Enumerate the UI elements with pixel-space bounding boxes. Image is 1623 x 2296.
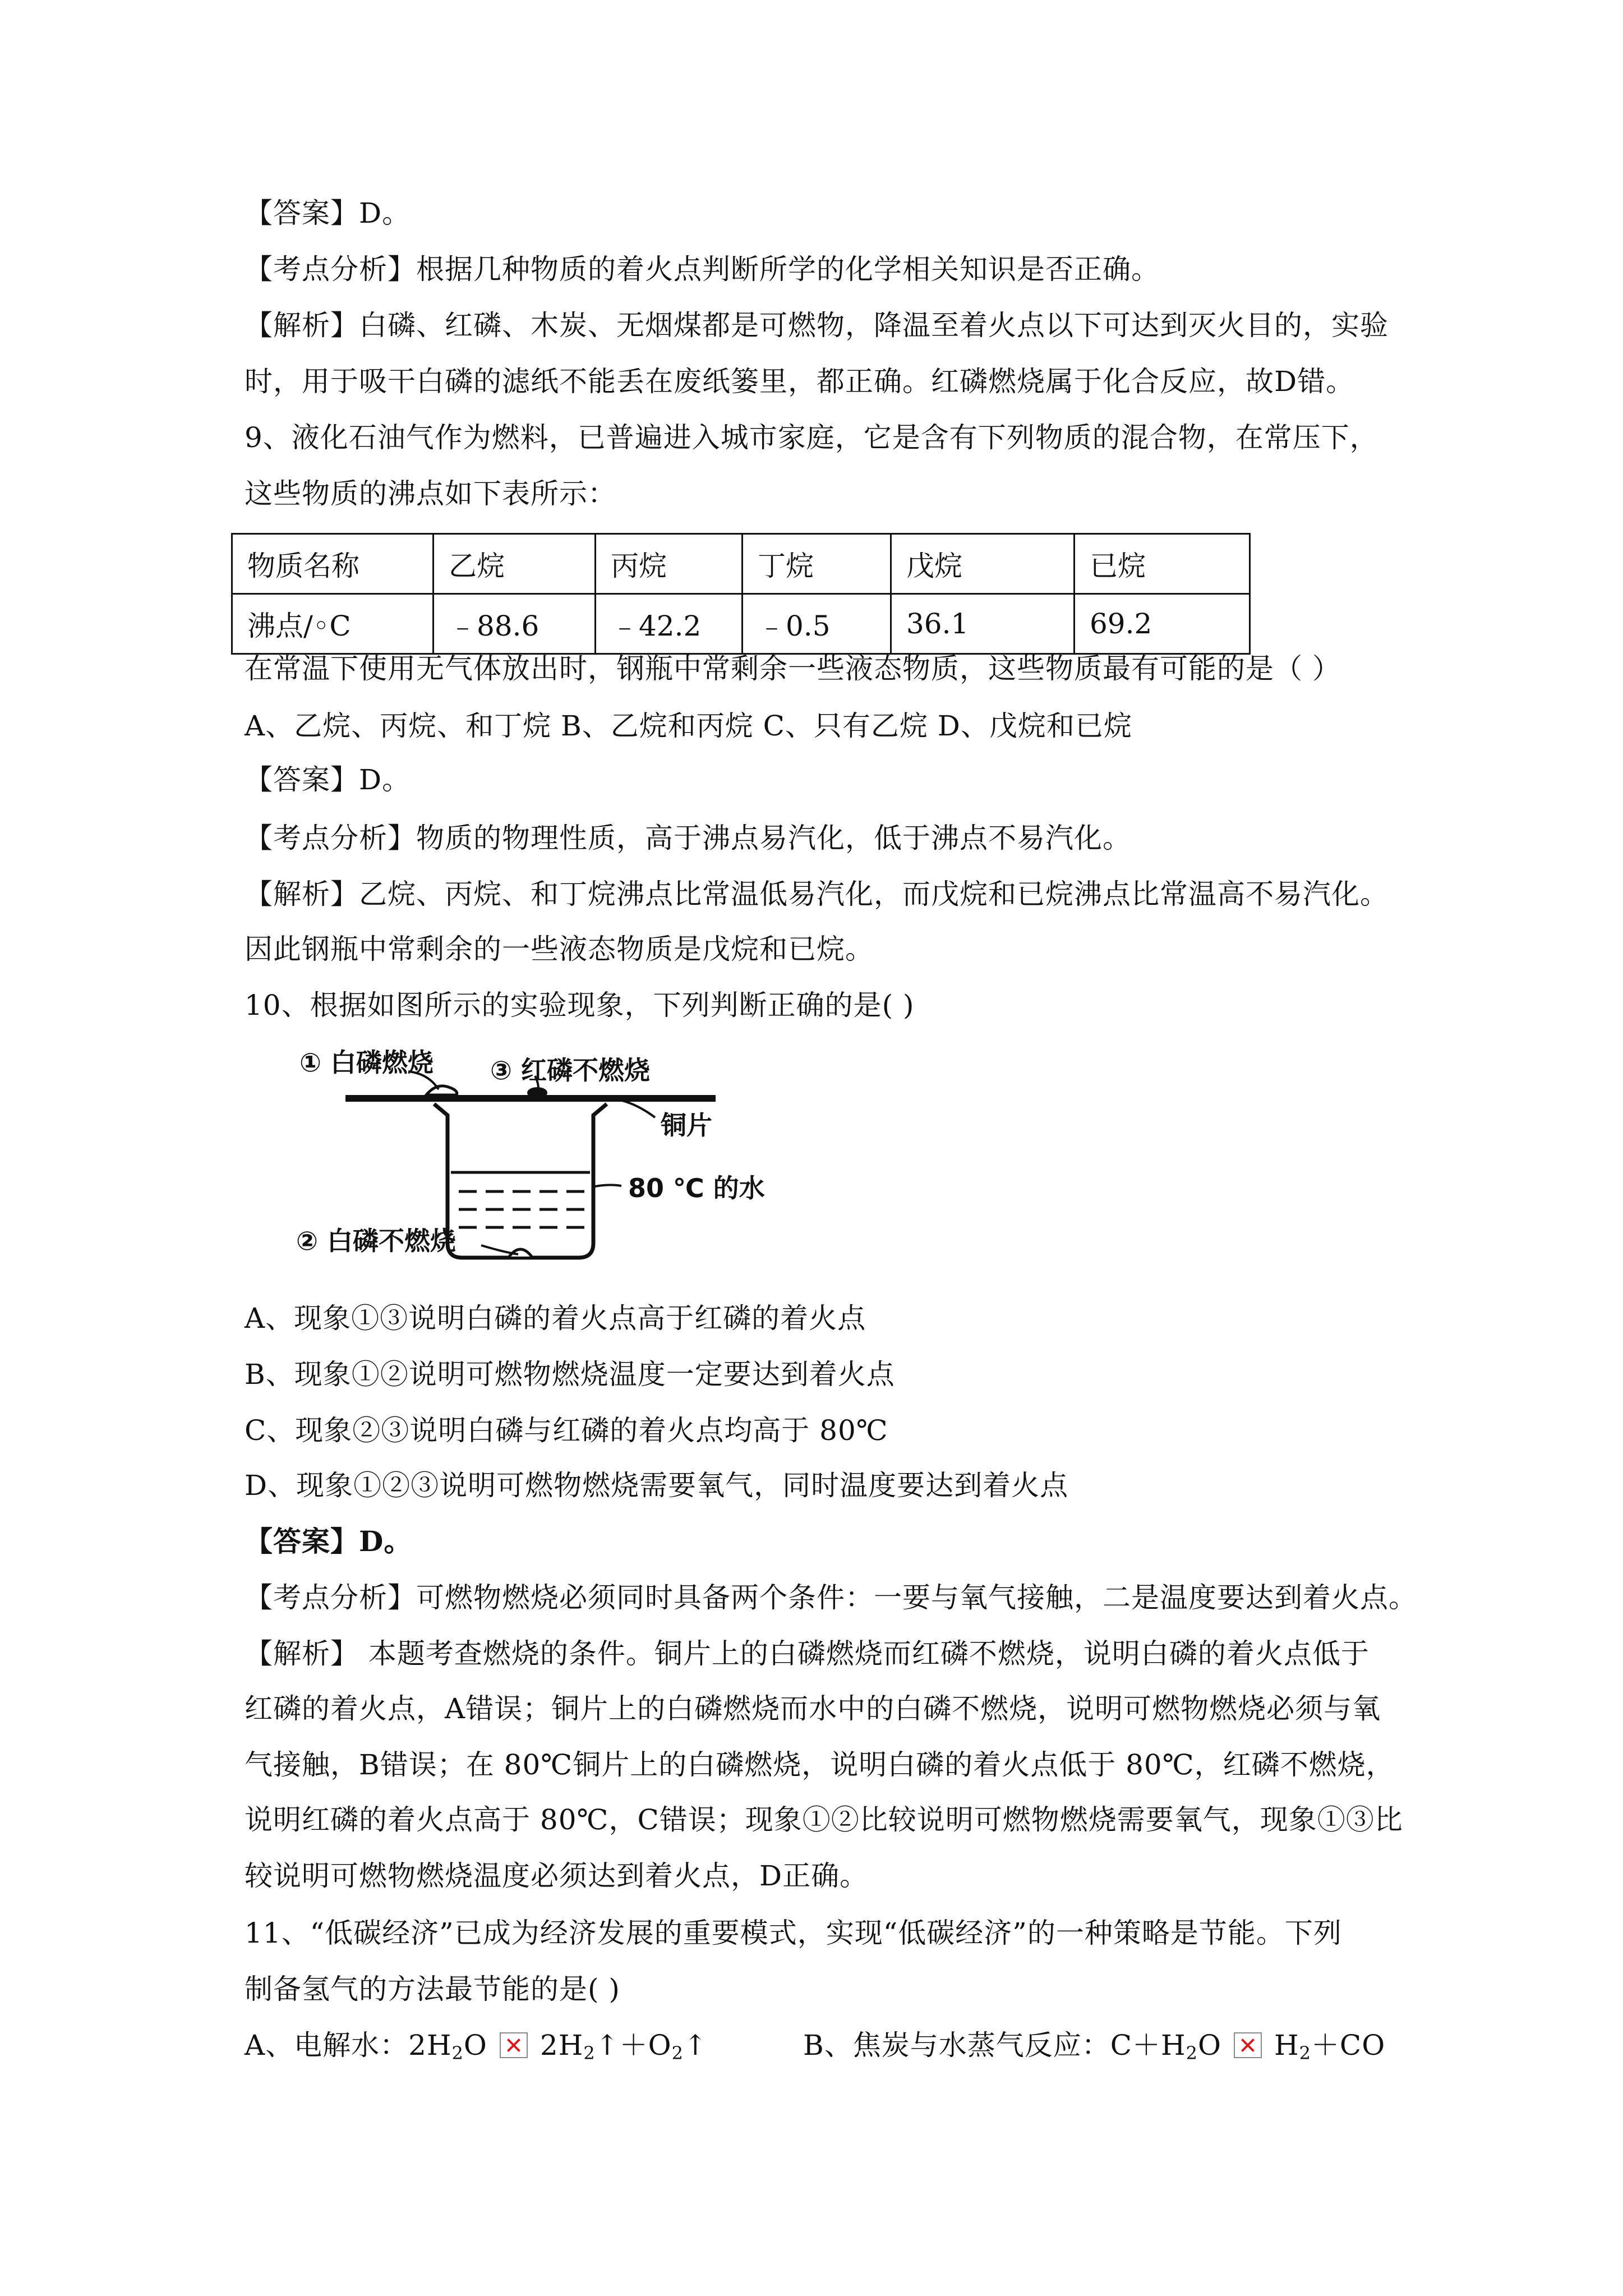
q10-analysis: 【考点分析】可燃物燃烧必须同时具备两个条件：一要与氧气接触，二是温度要达到着火点。 [245,1581,1417,1614]
q10-explain-line-1: 【解析】 本题考查燃烧的条件。铜片上的白磷燃烧而红磷不燃烧，说明白磷的着火点低于 [245,1637,1370,1670]
q10-option-a: A、现象①③说明白磷的着火点高于红磷的着火点 [245,1302,866,1335]
label-hot-water: 80 ℃ 的水 [628,1173,765,1203]
boiling-point-table [231,533,1251,655]
leader-line-2 [481,1245,518,1254]
subscript: 2 [671,2042,684,2064]
q10-option-d: D、现象①②③说明可燃物燃烧需要氧气，同时温度要达到着火点 [245,1469,1069,1502]
q10-option-c: C、现象②③说明白磷与红磷的着火点均高于 80℃ [245,1414,888,1447]
q9-answer: 【答案】D。 [245,763,411,796]
q10-explain-line-4: 说明红磷的着火点高于 80℃，C错误；现象①②比较说明可燃物燃烧需要氧气，现象①③比 [245,1803,1403,1836]
table-cell: 丙烷 [596,534,743,594]
option-a-text: ↑ [683,2029,708,2062]
subscript: 2 [1299,2042,1311,2064]
option-a-text: O [463,2029,487,2062]
q9-explain-line-1: 【解析】乙烷、丙烷、和丁烷沸点比常温低易汽化，而戊烷和已烷沸点比常温高不易汽化。 [245,878,1389,910]
q11-option-b [803,2027,1385,2063]
broken-image-icon [500,2032,528,2058]
table-row [232,594,1250,654]
option-a-text: 2H [540,2029,584,2062]
q9-stem-line-2: 这些物质的沸点如下表所示： [245,477,616,510]
q9-options: A、乙烷、丙烷、和丁烷 B、乙烷和丙烷 C、只有乙烷 D、戊烷和已烷 [245,710,1132,742]
q10-answer: 【答案】D。 [245,1525,413,1558]
q10-option-b: B、现象①②说明可燃物燃烧温度一定要达到着火点 [245,1358,895,1391]
table-cell: 乙烷 [434,534,596,594]
q11-stem-line-2: 制备氢气的方法最节能的是( ) [245,1973,620,2005]
q8-answer: 【答案】D。 [245,197,411,229]
broken-image-icon [1234,2032,1262,2058]
q11-option-a [245,2027,708,2063]
subscript: 2 [451,2042,464,2064]
q10-explain-line-2: 红磷的着火点，A错误；铜片上的白磷燃烧而水中的白磷不燃烧，说明可燃物燃烧必须与氧 [245,1692,1381,1725]
option-a-text: A、电解水：2H [245,2029,452,2062]
table-cell: 戊烷 [891,534,1075,594]
table-cell: ﹣0.5 [743,594,891,654]
label-copper-plate: 铜片 [661,1110,712,1140]
subscript: 2 [1186,2042,1198,2064]
q11-stem-line-1: 11、“低碳经济”已成为经济发展的重要模式，实现“低碳经济”的一种策略是节能。下列 [245,1917,1342,1949]
q8-explain-line-1: 【解析】白磷、红磷、木炭、无烟煤都是可燃物，降温至着火点以下可达到灭火目的，实验 [245,309,1389,342]
option-a-text: ↑＋O [595,2029,672,2062]
label-white-phosphorus-burns: ① 白磷燃烧 [299,1047,434,1078]
white-phosphorus-on-plate-shape [426,1086,457,1095]
table-cell: 沸点/◦C [232,594,434,654]
table-cell: 丁烷 [743,534,891,594]
q8-analysis: 【考点分析】根据几种物质的着火点判断所学的化学相关知识是否正确。 [245,253,1160,286]
q8-explain-line-2: 时，用于吸干白磷的滤纸不能丢在废纸篓里，都正确。红磷燃烧属于化合反应，故D错。 [245,365,1355,398]
q10-stem: 10、根据如图所示的实验现象，下列判断正确的是( ) [245,989,915,1022]
label-red-phosphorus-not-burning: ③ 红磷不燃烧 [490,1055,650,1085]
q9-question: 在常温下使用无气体放出时，钢瓶中常剩余一些液态物质，这些物质最有可能的是（ ） [245,652,1341,685]
combustion-experiment-figure [296,1039,810,1273]
table-cell: 物质名称 [232,534,434,594]
label-white-phosphorus-not-burning: ② 白磷不燃烧 [296,1226,456,1256]
q9-analysis: 【考点分析】物质的物理性质，高于沸点易汽化，低于沸点不易汽化。 [245,822,1131,854]
leader-line-water [592,1185,621,1187]
beaker-shape [434,1104,607,1258]
option-b-text: ＋CO [1311,2029,1386,2062]
table-cell: ﹣42.2 [596,594,743,654]
q10-explain-line-3: 气接触，B错误；在 80℃铜片上的白磷燃烧，说明白磷的着火点低于 80℃，红磷不燃烧， [245,1749,1395,1781]
table-cell: 36.1 [891,594,1075,654]
subscript: 2 [583,2042,596,2064]
water-shape [451,1172,590,1227]
option-b-text: O [1197,2029,1221,2062]
q10-explain-line-5: 较说明可燃物燃烧温度必须达到着火点，D正确。 [245,1860,869,1892]
q9-stem-line-1: 9、液化石油气作为燃料，已普遍进入城市家庭，它是含有下列物质的混合物，在常压下， [245,421,1378,454]
option-b-text: H [1274,2029,1299,2062]
table-header-row [232,534,1250,594]
option-b-text: B、焦炭与水蒸气反应：C＋H [803,2029,1186,2062]
table-cell: ﹣88.6 [434,594,596,654]
table-cell: 69.2 [1075,594,1250,654]
table-cell: 已烷 [1075,534,1250,594]
q9-explain-line-2: 因此钢瓶中常剩余的一些液态物质是戊烷和已烷。 [245,933,874,965]
red-phosphorus-shape [527,1087,547,1098]
